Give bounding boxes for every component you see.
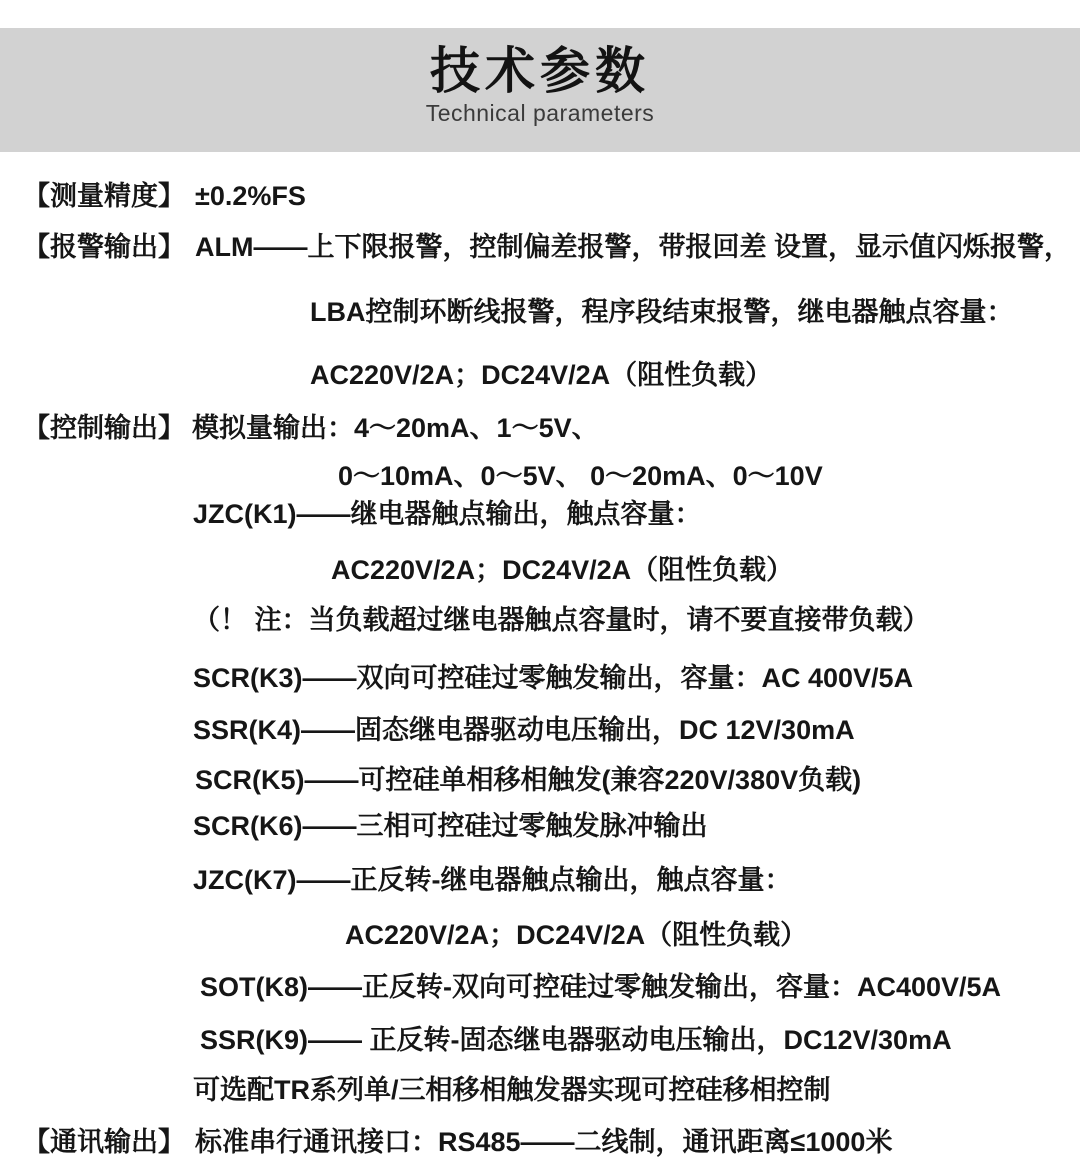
- spec-text: 模拟量输出：4～20mA、1～5V、: [192, 413, 599, 443]
- spec-row-k7-contact-rating: [0, 918, 1080, 952]
- section-header-banner: [0, 28, 1080, 152]
- spec-text: AC220V/2A；DC24V/2A（阻性负载）: [331, 555, 794, 585]
- spec-row-ssr-k9: [0, 1023, 1080, 1057]
- spec-label: 【测量精度】: [23, 181, 185, 211]
- spec-row-measurement-accuracy: [0, 179, 1080, 213]
- spec-row-scr-k5: [0, 763, 1080, 797]
- spec-label: 【控制输出】: [23, 413, 185, 443]
- spec-text: JZC(K7)——正反转-继电器触点输出，触点容量：: [193, 865, 792, 895]
- spec-label: 【通讯输出】: [23, 1127, 185, 1157]
- spec-text: SCR(K5)——可控硅单相移相触发(兼容220V/380V负载): [195, 765, 862, 795]
- spec-row-analog-ranges: [0, 459, 1080, 493]
- spec-text: SCR(K6)——三相可控硅过零触发脉冲输出: [193, 811, 708, 841]
- page-subtitle: Technical parameters: [425, 100, 655, 126]
- spec-text: 0～10mA、0～5V、 0～20mA、0～10V: [338, 461, 823, 491]
- spec-text: SSR(K4)——固态继电器驱动电压输出，DC 12V/30mA: [193, 715, 855, 745]
- spec-row-tr-option: [0, 1073, 1080, 1107]
- spec-row-scr-k6: [0, 809, 1080, 843]
- spec-row-communication-output: [0, 1125, 1080, 1159]
- spec-row-jzc-k1: [0, 497, 1080, 531]
- spec-text: SSR(K9)—— 正反转-固态继电器驱动电压输出，DC12V/30mA: [200, 1025, 952, 1055]
- spec-row-scr-k3: [0, 661, 1080, 695]
- spec-text: 标准串行通讯接口：RS485——二线制，通讯距离≤1000米: [195, 1127, 893, 1157]
- spec-text: （！ 注：当负载超过继电器触点容量时，请不要直接带负载）: [193, 605, 930, 635]
- spec-text: AC220V/2A；DC24V/2A（阻性负载）: [345, 920, 808, 950]
- spec-text: SOT(K8)——正反转-双向可控硅过零触发输出，容量：AC400V/5A: [200, 972, 1002, 1002]
- spec-text: ±0.2%FS: [195, 181, 306, 211]
- spec-text: LBA控制环断线报警，程序段结束报警，继电器触点容量：: [310, 297, 1014, 327]
- spec-text: SCR(K3)——双向可控硅过零触发输出，容量：AC 400V/5A: [193, 663, 914, 693]
- spec-row-load-note: [0, 603, 1080, 637]
- spec-label: 【报警输出】: [23, 232, 185, 262]
- spec-text: JZC(K1)——继电器触点输出，触点容量：: [193, 499, 702, 529]
- spec-row-k1-contact-rating: [0, 553, 1080, 587]
- spec-text: 可选配TR系列单/三相移相触发器实现可控硅移相控制: [193, 1075, 831, 1105]
- spec-row-alarm-output: [0, 230, 1080, 264]
- spec-row-alarm-contact-rating: [0, 358, 1080, 392]
- spec-row-ssr-k4: [0, 713, 1080, 747]
- page-title: 技术参数: [430, 43, 650, 99]
- spec-text: AC220V/2A；DC24V/2A（阻性负载）: [310, 360, 773, 390]
- spec-row-jzc-k7: [0, 863, 1080, 897]
- spec-text: ALM——上下限报警，控制偏差报警，带报回差 设置，显示值闪烁报警，: [195, 232, 1071, 262]
- spec-row-alarm-lba: [0, 295, 1080, 329]
- spec-row-control-output: [0, 411, 1080, 445]
- spec-row-sot-k8: [0, 970, 1080, 1004]
